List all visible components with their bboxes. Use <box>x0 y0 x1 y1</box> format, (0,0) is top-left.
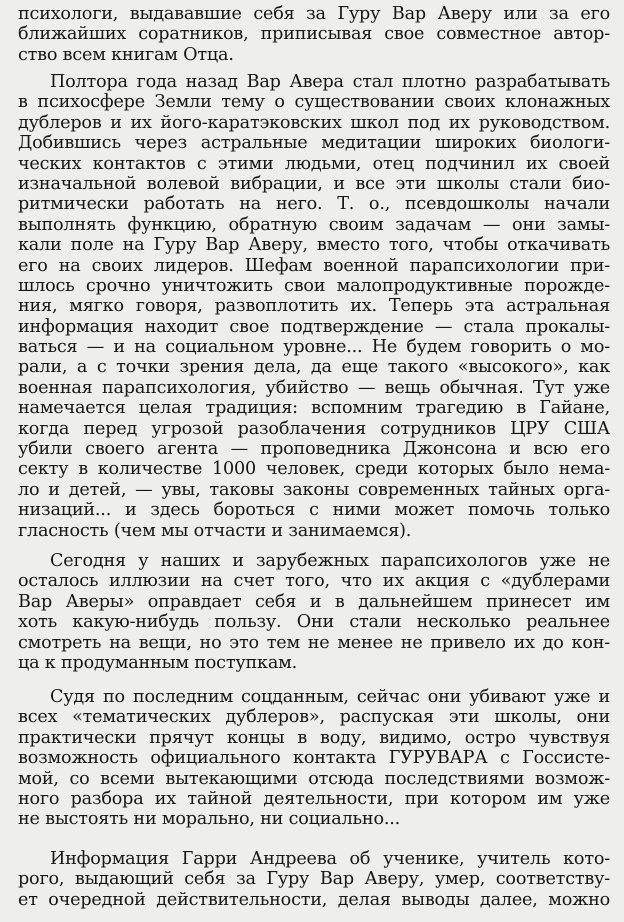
paragraph-line: психологи, выдававшие себя за Гуру Вар Аверу или за его <box>18 4 610 24</box>
paragraph-line: осталось иллюзии на счет того, что их акция с «дублерами <box>18 571 610 592</box>
paragraph-line: ство всем книгам Отца. <box>18 44 234 65</box>
paragraph-line: ца к продуманным поступкам. <box>18 652 298 673</box>
paragraph-line: хоть какую-нибудь пользу. Они стали несколько реальнее <box>18 612 610 633</box>
paragraph-line: ритмически работать на него. Т. о., псевдошколы начали <box>18 194 610 215</box>
paragraph-line: практически прячут концы в воду, видимо, остро чувствуя <box>18 727 610 748</box>
paragraph-line: низаций... и здесь бороться с ними может помочь только <box>18 500 610 521</box>
paragraph-line: Добившись через астральные медитации широких биологи- <box>18 133 610 154</box>
paragraph-line: военная парапсихология, убийство — вещь обычная. Тут уже <box>18 377 610 398</box>
paragraph-line: рого, выдающий себя за Гуру Вар Аверу, умер, соответству- <box>18 869 610 890</box>
paragraph-line: не выстоять ни морально, ни социально... <box>18 809 401 830</box>
paragraph-line: информация находит свое подтверждение — стала прокалы- <box>18 316 610 337</box>
paragraph-line: ваться — и на социальном уровне... Не будем говорить о мо- <box>18 337 610 358</box>
paragraph-2 <box>18 72 610 541</box>
paragraph-5 <box>18 849 610 910</box>
paragraph-line: ного разбора их тайной деятельности, при котором им уже <box>18 788 610 809</box>
paragraph-line: ческих контактов с этими людьми, отец подчинил их своей <box>18 153 610 174</box>
paragraph-line: ет очередной действительности, делая выводы далее, можно <box>18 889 610 910</box>
paragraph-line: гласность (чем мы отчасти и занимаемся). <box>18 520 412 541</box>
paragraph-line: Судя по последним соцданным, сейчас они убивают уже и <box>50 687 610 707</box>
paragraph-line: Сегодня у наших и зарубежных парапсихологов уже не <box>50 551 610 571</box>
paragraph-line: Полтора года назад Вар Авера стал плотно разрабатывать <box>50 72 610 92</box>
paragraph-line: возможность официального контакта ГУРУВАРА с Госсисте- <box>18 748 610 769</box>
paragraph-line: мой, со всеми вытекающими отсюда последствиями возмож- <box>18 768 610 789</box>
paragraph-line: смотреть на вещи, но это тем не менее не привело их до кон- <box>18 632 610 653</box>
paragraph-line: Информация Гарри Андреева об ученике, учитель кото- <box>50 849 610 869</box>
paragraph-line: Вар Аверы» оправдает себя и в дальнейшем принесет им <box>18 591 610 612</box>
paragraph-line: ния, мягко говоря, развоплотить их. Теперь эта астральная <box>18 296 610 317</box>
paragraph-line: убили своего агента — проповедника Джонсона и всю его <box>18 439 610 460</box>
paragraph-line: изначальной волевой вибрации, и все эти школы стали био- <box>18 173 610 194</box>
paragraph-line: секту в количестве 1000 человек, среди которых было нема- <box>18 459 610 480</box>
paragraph-line: когда перед угрозой разоблачения сотрудников ЦРУ США <box>18 418 610 439</box>
paragraph-line: намечается целая традиция: вспомним трагедию в Гайане, <box>18 398 610 419</box>
paragraph-line: в психосфере Земли тему о существовании своих клонажных <box>18 92 610 113</box>
paragraph-1 <box>18 4 610 65</box>
paragraph-line: ближайших соратников, приписывая свое совместное автор- <box>18 24 610 45</box>
paragraph-line: кали поле на Гуру Вар Аверу, вместо того, чтобы откачивать <box>18 235 610 256</box>
paragraph-line: его на своих лидеров. Шефам военной парапсихологии при- <box>18 255 610 276</box>
paragraph-line: выполнять функцию, обратную своим задачам — они замы- <box>18 214 610 235</box>
paragraph-line: ло и детей, — увы, таковы законы современных тайных орга- <box>18 479 610 500</box>
paragraph-3 <box>18 551 610 673</box>
paragraph-line: всех «тематических дублеров», распуская эти школы, они <box>18 707 610 728</box>
paragraph-line: рали, а с точки зрения дела, да еще такого «высокого», как <box>18 357 610 378</box>
paragraph-line: шлось срочно уничтожить свои малопродуктивные порожде- <box>18 275 610 296</box>
paragraph-line: дублеров и их його-каратэковских школ под их руководством. <box>18 112 610 133</box>
paragraph-4 <box>18 687 610 830</box>
